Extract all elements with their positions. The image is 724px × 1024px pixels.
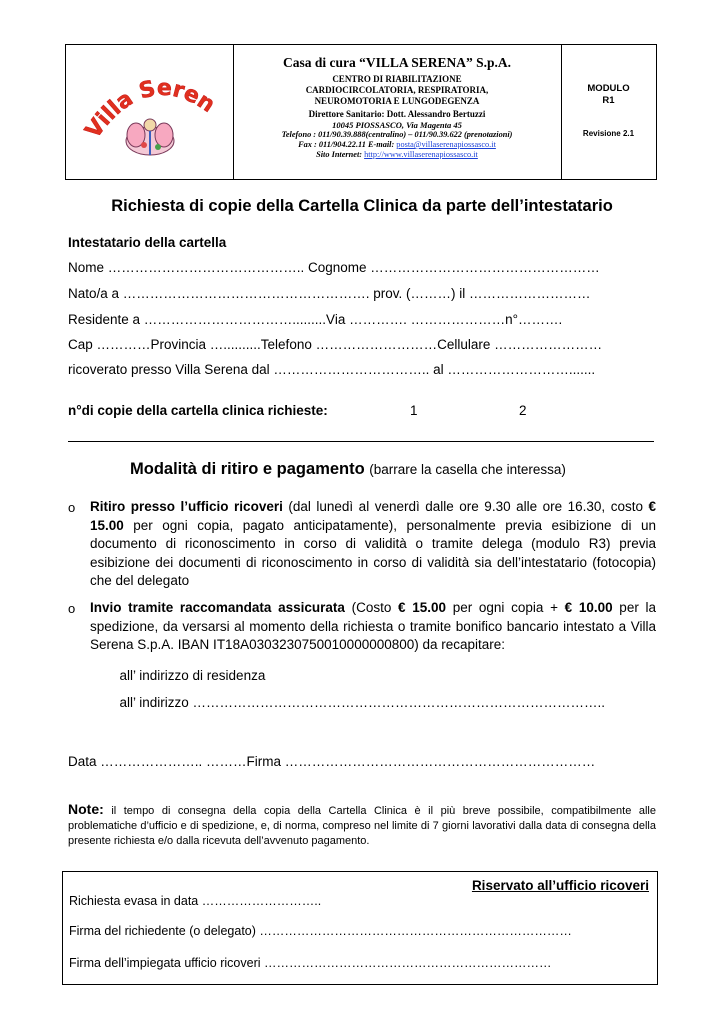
option-2-text-a: (Costo: [344, 600, 399, 615]
office-heading: Riservato all’ufficio ricoveri: [471, 878, 649, 893]
villa-serena-logo: [66, 45, 232, 179]
address: 10045 PIOSSASCO, Via Magenta 45: [332, 120, 462, 130]
divider: [68, 441, 654, 442]
name-field[interactable]: Nome …………………………………….. Cognome ……………………………………………: [68, 260, 600, 275]
revision: Revisione 2.1: [582, 129, 635, 138]
date-signature-field[interactable]: Data ………………….. ………Firma ……………………………………………………………: [68, 754, 596, 769]
logo-illustration: [126, 119, 174, 155]
option-2-price-copy: € 15.00: [398, 600, 447, 615]
note-label: Note:: [68, 801, 104, 817]
copies-label: n°di copie della cartella clinica richieste:: [68, 403, 328, 418]
module-label: MODULO: [587, 83, 630, 94]
contact-field[interactable]: Cap …………Provincia …..........Telefono ………………………Cellulare ……………………: [68, 337, 603, 352]
institution-info: [233, 45, 562, 179]
fax-label: Fax : 011/904.22.11 E-mail:: [298, 140, 397, 149]
address-residence-label: all’ indirizzo di residenza: [119, 668, 266, 683]
option-2-text-b: per ogni copia +: [446, 600, 565, 615]
residence-field[interactable]: Residente a …………………………….........Via …………. …………………n°……….: [68, 312, 563, 327]
site-label: Sito Internet:: [316, 150, 365, 159]
pickup-heading-note: (barrare la casella che interessa): [369, 462, 566, 477]
address-other-option[interactable]: [112, 695, 605, 710]
hospitalization-field[interactable]: ricoverato presso Villa Serena dal …………………………….. al ……………………….......: [68, 362, 596, 377]
department-line-3: NEUROMOTORIA E LUNGODEGENZA: [314, 96, 480, 106]
website: [233, 150, 561, 160]
option-1-text-a: (dal lunedì al venerdì dalle ore 9.30 alle ore 16.30, costo: [282, 499, 649, 514]
option-2-text-c: per la spedizione, da versarsi al momento della richiesta o tramite bonifico bancario intestato a Villa Serena S.p.A. IBAN IT18A0303230750010000000800) da recapitare:: [90, 600, 657, 652]
phone: Telefono : 011/90.39.888(centralino) – 011/90.39.622 (prenotazioni): [281, 130, 513, 139]
option-1-text-b: per ogni copia, pagato anticipatamente), personalmente previa esibizione di un documento di riconoscimento in corso di validità o tramite delega (modulo R3) previa esibizione dei documenti di riconoscimento in corso di validità sia dell’intestatario (fotocopia) che del delegato: [90, 517, 656, 588]
note-text: il tempo di consegna della copia della Cartella Clinica è il più breve possibile, compatibilmente alle problematiche d’ufficio e di spedizione, e, di norma, compreso nel limite di 7 giorni lavorativi dalla data di consegna della presente richiesta e/o dalla ricevuta dell’avvenuto pagamento.: [68, 805, 656, 847]
fax-email: [233, 140, 561, 150]
module-info: [561, 45, 656, 179]
copies-option-2[interactable]: [519, 403, 527, 418]
address-other-label: all’ indirizzo ………………………………………………………………………………..: [119, 695, 606, 710]
office-use-box: [62, 871, 658, 985]
pickup-heading-text: Modalità di ritiro e pagamento: [130, 460, 365, 478]
module-code: R1: [602, 95, 615, 106]
address-residence-option[interactable]: [112, 668, 265, 683]
delivery-note: [68, 802, 656, 849]
department-line-1: CENTRO DI RIABILITAZIONE: [332, 74, 462, 84]
page-title: Richiesta di copie della Cartella Clinica da parte dell’intestatario: [111, 197, 613, 215]
company-name: Casa di cura “VILLA SERENA” S.p.A.: [282, 55, 512, 70]
clerk-signature[interactable]: Firma dell’impiegata ufficio ricoveri ……………………………………………………………: [69, 956, 552, 970]
option-1-bullet[interactable]: o: [68, 500, 76, 515]
email-link[interactable]: posta@villaserenapiossasco.it: [396, 140, 496, 149]
copies-option-1[interactable]: [410, 403, 418, 418]
pickup-option-mail: [90, 599, 656, 655]
logo-cell: [66, 45, 234, 179]
option-2-lead: Invio tramite raccomandata assicurata: [90, 600, 345, 615]
department-line-2: CARDIOCIRCOLATORIA, RESPIRATORIA,: [305, 85, 489, 95]
option-2-bullet[interactable]: o: [68, 601, 76, 616]
medical-director: Direttore Sanitario: Dott. Alessandro Bertuzzi: [308, 109, 486, 119]
holder-heading: Intestatario della cartella: [68, 235, 227, 250]
option-1-lead: Ritiro presso l’ufficio ricoveri: [90, 499, 283, 514]
logo-text: Villa Seren: [80, 75, 220, 144]
option-1-price: € 15.00: [90, 499, 656, 533]
requester-signature[interactable]: Firma del richiedente (o delegato) …………………………………………………………………: [69, 924, 572, 938]
request-processed-date[interactable]: Richiesta evasa in data ………………………..: [69, 894, 322, 908]
pickup-heading: [130, 460, 566, 479]
copies-option-2-label: 2: [519, 403, 527, 418]
pickup-option-office: [90, 498, 656, 591]
website-link[interactable]: http://www.villaserenapiossasco.it: [364, 150, 478, 159]
copies-option-1-label: 1: [410, 403, 418, 418]
birth-field[interactable]: Nato/a a ………………………………………………. prov. (………) il ………………………: [68, 286, 591, 301]
document-header: [65, 44, 657, 180]
option-2-price-shipping: € 10.00: [564, 600, 613, 615]
